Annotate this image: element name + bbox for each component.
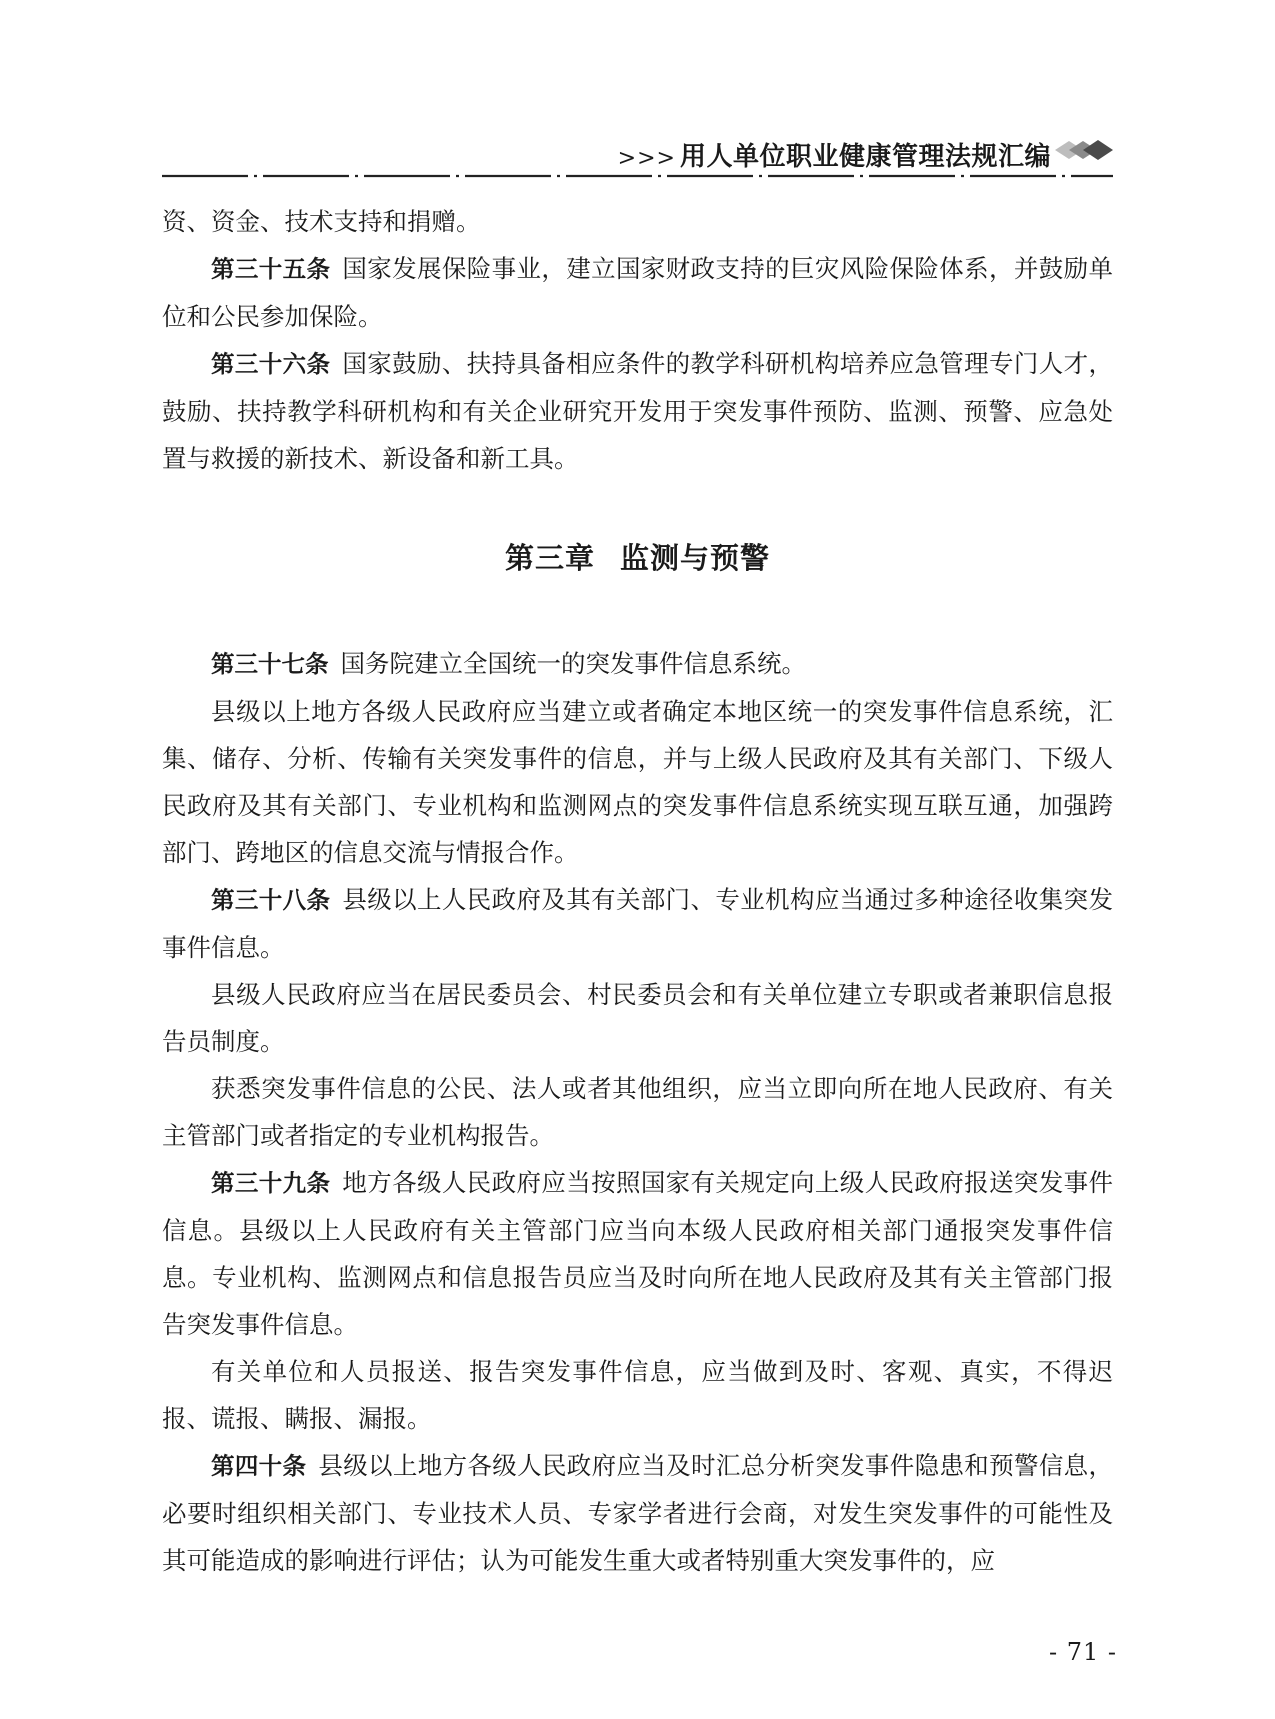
article-number: 第四十条 xyxy=(211,1452,307,1480)
article-number: 第三十六条 xyxy=(211,350,331,378)
diamond-ornament-icon xyxy=(1055,138,1113,162)
section-chapter-three xyxy=(162,640,1113,1584)
paragraph-text: 县级以上人民政府及其有关部门、专业机构应当通过多种途径收集突发事件信息。 xyxy=(162,885,1113,962)
article-paragraph xyxy=(162,1159,1113,1348)
paragraph-text: 资、资金、技术支持和捐赠。 xyxy=(162,207,481,236)
article-number: 第三十五条 xyxy=(211,255,331,283)
page-number: - 71 - xyxy=(1048,1638,1117,1666)
paragraph-text: 县级人民政府应当在居民委员会、村民委员会和有关单位建立专职或者兼职信息报告员制度。 xyxy=(162,980,1113,1056)
running-header-title xyxy=(618,136,1051,173)
paragraph-text: 县级以上地方各级人民政府应当及时汇总分析突发事件隐患和预警信息，必要时组织相关部门、专业技术人员、专家学者进行会商，对发生突发事件的可能性及其可能造成的影响进行评估；认为可能发生重大或者特别重大突发事件的，应 xyxy=(162,1451,1114,1575)
article-paragraph xyxy=(162,1442,1113,1584)
page-body xyxy=(162,198,1113,1584)
book-title: 用人单位职业健康管理法规汇编 xyxy=(679,142,1051,172)
paragraph-text: 地方各级人民政府应当按照国家有关规定向上级人民政府报送突发事件信息。县级以上人民政府有关主管部门应当向本级人民政府相关部门通报突发事件信息。专业机构、监测网点和信息报告员应当及时向所在地人民政府及其有关主管部门报告突发事件信息。 xyxy=(162,1168,1113,1339)
paragraph-text: 国家鼓励、扶持具备相应条件的教学科研机构培养应急管理专门人才，鼓励、扶持教学科研机构和有关企业研究开发用于突发事件预防、监测、预警、应急处置与救援的新技术、新设备和新工具。 xyxy=(162,349,1113,473)
article-paragraph xyxy=(162,245,1113,340)
article-paragraph xyxy=(162,876,1113,971)
paragraph-text: 国家发展保险事业，建立国家财政支持的巨灾风险保险体系，并鼓励单位和公民参加保险。 xyxy=(162,254,1113,331)
arrows-icon: >>> xyxy=(617,146,676,171)
chapter-heading: 第三章 监测与预警 xyxy=(504,541,771,575)
paragraph-text: 获悉突发事件信息的公民、法人或者其他组织，应当立即向所在地人民政府、有关主管部门或者指定的专业机构报告。 xyxy=(162,1074,1113,1150)
body-paragraph xyxy=(162,1348,1113,1442)
article-number: 第三十八条 xyxy=(211,886,331,914)
section-before-chapter xyxy=(162,198,1113,482)
article-number: 第三十九条 xyxy=(211,1169,331,1197)
article-number: 第三十七条 xyxy=(211,650,329,678)
paragraph-text: 国务院建立全国统一的突发事件信息系统。 xyxy=(340,649,806,678)
running-header xyxy=(162,128,1113,178)
body-paragraph xyxy=(162,971,1113,1065)
paragraph-text: 县级以上地方各级人民政府应当建立或者确定本地区统一的突发事件信息系统，汇集、储存、分析、传输有关突发事件的信息，并与上级人民政府及其有关部门、下级人民政府及其有关部门、专业机构和监测网点的突发事件信息系统实现互联互通，加强跨部门、跨地区的信息交流与情报合作。 xyxy=(162,697,1113,867)
body-paragraph xyxy=(162,1065,1113,1159)
paragraph-text: 有关单位和人员报送、报告突发事件信息，应当做到及时、客观、真实，不得迟报、谎报、瞒报、漏报。 xyxy=(162,1357,1113,1433)
body-paragraph xyxy=(162,198,1113,245)
header-divider xyxy=(162,174,1113,178)
article-paragraph xyxy=(162,640,1113,688)
article-paragraph xyxy=(162,340,1113,482)
body-paragraph xyxy=(162,688,1113,876)
